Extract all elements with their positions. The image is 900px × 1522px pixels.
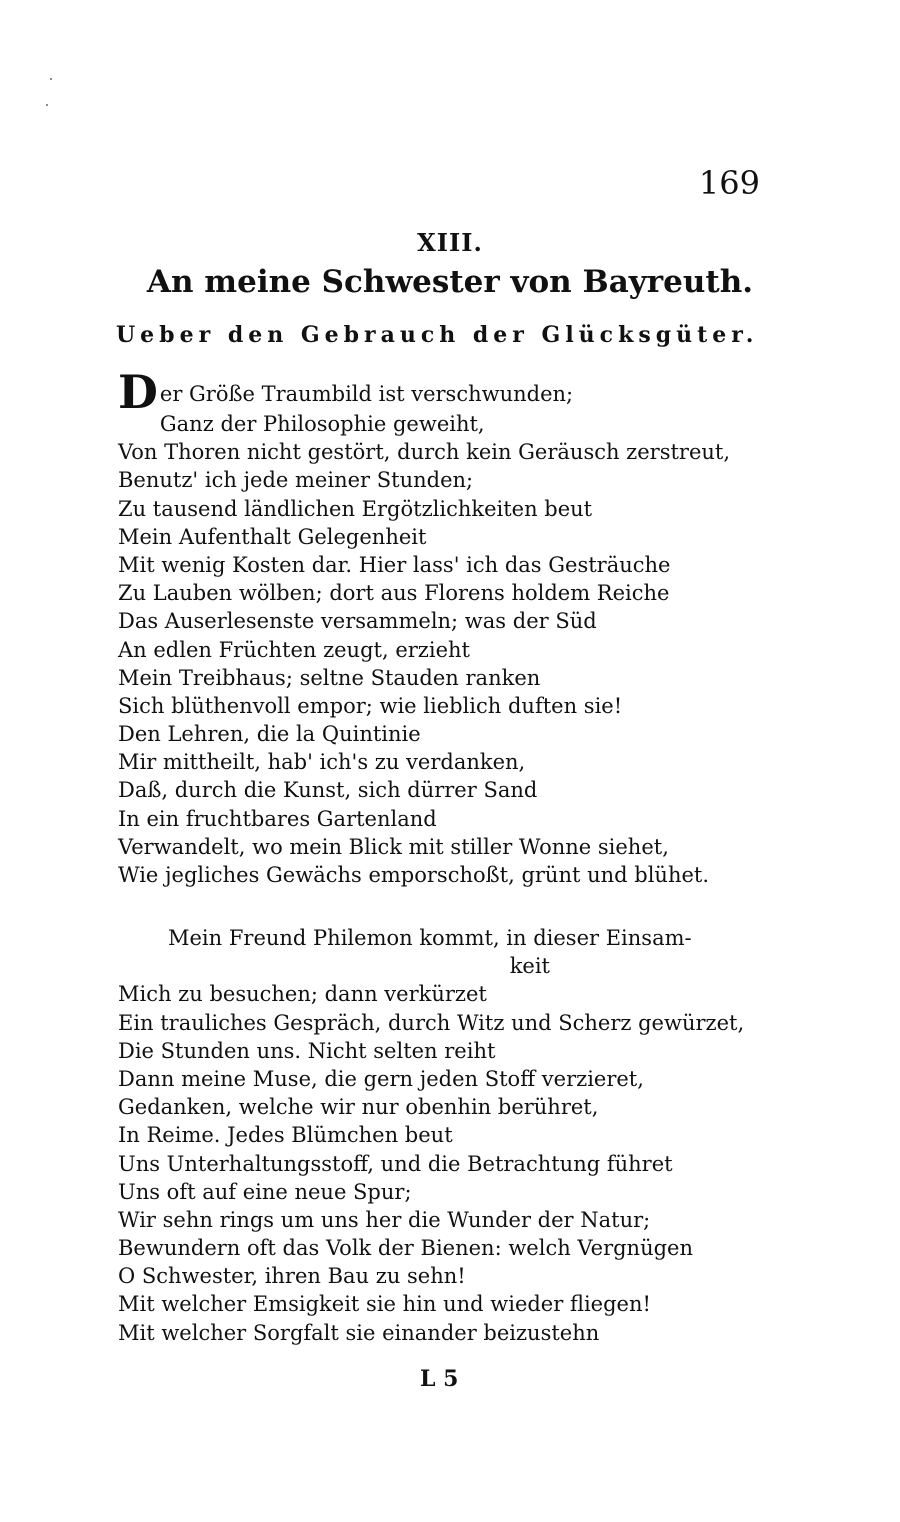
catchword: L 5 — [420, 1366, 459, 1392]
poem-line: Den Lehren, die la Quintinie — [118, 722, 421, 747]
poem-line: Mit wenig Kosten dar. Hier lass' ich das Gesträuche — [118, 552, 671, 577]
poem-line: Ganz der Philosophie geweiht, — [159, 412, 485, 436]
poem-line: Wir sehn rings um uns her die Wunder der Natur; — [118, 1207, 651, 1232]
poem-line: An edlen Früchten zeugt, erzieht — [118, 637, 470, 662]
poem-line: Bewundern oft das Volk der Bienen: welch Vergnügen — [118, 1236, 693, 1261]
speck — [46, 104, 48, 106]
stanza-2 — [118, 924, 778, 1347]
poem-subtitle: Ueber den Gebrauch der Glücksgüter. — [116, 322, 759, 348]
poem-line: Zu Lauben wölben; dort aus Florens holdem Reiche — [118, 581, 670, 606]
poem-line: Wie jegliches Gewächs emporschoßt, grünt und blühet. — [118, 863, 710, 887]
poem-line-continuation: keit — [509, 954, 550, 979]
poem-line: Dann meine Muse, die gern jeden Stoff verzieret, — [118, 1066, 644, 1091]
poem-line: O Schwester, ihren Bau zu sehn! — [118, 1264, 466, 1289]
poem-line: Daß, durch die Kunst, sich dürrer Sand — [118, 778, 538, 803]
poem-line: Das Auserlesenste versammeln; was der Süd — [118, 609, 597, 634]
poem-line: Benutz' ich jede meiner Stunden; — [118, 468, 474, 493]
section-number: XIII. — [417, 228, 483, 257]
poem-title: An meine Schwester von Bayreuth. — [146, 264, 754, 300]
poem-line: In ein fruchtbares Gartenland — [118, 806, 437, 831]
speck — [50, 78, 52, 80]
poem-line: Gedanken, welche wir nur obenhin berühret, — [118, 1095, 599, 1120]
poem-line: Mein Aufenthalt Gelegenheit — [118, 524, 427, 549]
poem-line: Ein trauliches Gespräch, durch Witz und Scherz gewürzet, — [118, 1010, 745, 1035]
poem-line — [118, 889, 778, 917]
poem-line: Sich blüthenvoll empor; wie lieblich duften sie! — [118, 693, 623, 718]
stanza-1 — [118, 365, 778, 917]
poem-line: Uns oft auf eine neue Spur; — [118, 1179, 412, 1204]
poem-line: Mich zu besuchen; dann verkürzet — [118, 982, 487, 1007]
drop-cap: D — [118, 365, 158, 419]
poem-line: Die Stunden uns. Nicht selten reiht — [118, 1038, 496, 1063]
poem-line: Verwandelt, wo mein Blick mit stiller Wonne siehet, — [118, 834, 669, 859]
page-number: 169 — [698, 164, 760, 202]
first-line-text: er Größe Traumbild ist verschwunden; — [159, 382, 574, 406]
poem-line: Uns Unterhaltungsstoff, und die Betrachtung führet — [118, 1151, 673, 1176]
poem-line: Mit welcher Emsigkeit sie hin und wieder fliegen! — [118, 1292, 651, 1317]
poem-line: Mein Treibhaus; seltne Stauden ranken — [118, 665, 541, 690]
poem-line: Mein Freund Philemon kommt, in dieser Einsam- — [168, 926, 692, 950]
poem-line: Mit welcher Sorgfalt sie einander beizustehn — [118, 1320, 600, 1345]
poem-line: In Reime. Jedes Blümchen beut — [118, 1123, 453, 1148]
poem-line: Zu tausend ländlichen Ergötzlichkeiten beut — [118, 496, 593, 521]
poem-line: Mir mittheilt, hab' ich's zu verdanken, — [118, 750, 526, 775]
poem-line — [118, 365, 778, 419]
poem-line: Von Thoren nicht gestört, durch kein Geräusch zerstreut, — [118, 440, 731, 465]
